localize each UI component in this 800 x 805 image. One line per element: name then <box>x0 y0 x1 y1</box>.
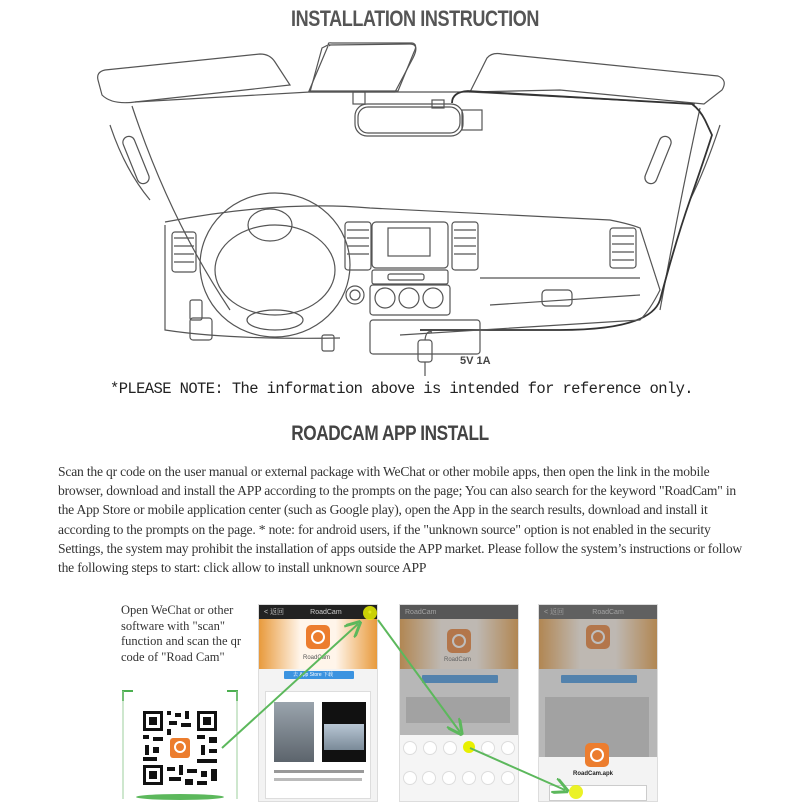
app-name: RoadCam <box>303 655 331 661</box>
header-title: RoadCam <box>592 608 624 616</box>
app-name: RoadCam <box>444 657 472 663</box>
back-button[interactable]: < 返回 <box>544 609 565 616</box>
install-instructions-paragraph: Scan the qr code on the user manual or external package with WeChat or other mobile apps, then open the link in the mobile browser, download and install the APP according to the prompts on the page; You can also search for the keyword "RoadCam" in the App Store or mobile application center (such as Google play), open the App in the search results, download and install it according to the prompts on the page. * note: for android users, if the "unknown source" option is not enabled in the security Settings, the system may prohibit the installation of apps outside the APP market. Please follow the system’s instructions or follow the following steps to start: click allow to install unknown source APP <box>58 464 743 576</box>
reference-note: *PLEASE NOTE: The information above is intended for reference only. <box>110 380 694 398</box>
installation-title: INSTALLATION INSTRUCTION <box>290 6 540 31</box>
header-title: RoadCam <box>405 608 437 616</box>
back-button[interactable]: < 返回 <box>264 609 285 616</box>
download-button-label: 去 App Store 下载 <box>293 672 334 678</box>
app-install-title: ROADCAM APP INSTALL <box>291 422 489 445</box>
power-label: 5V 1A <box>460 355 491 367</box>
header-title: RoadCam <box>310 608 342 616</box>
scan-caption: Open WeChat or other software with "scan" function and scan the qr code of "Road Cam" <box>121 603 242 664</box>
apk-file-name: RoadCam.apk <box>573 771 614 777</box>
